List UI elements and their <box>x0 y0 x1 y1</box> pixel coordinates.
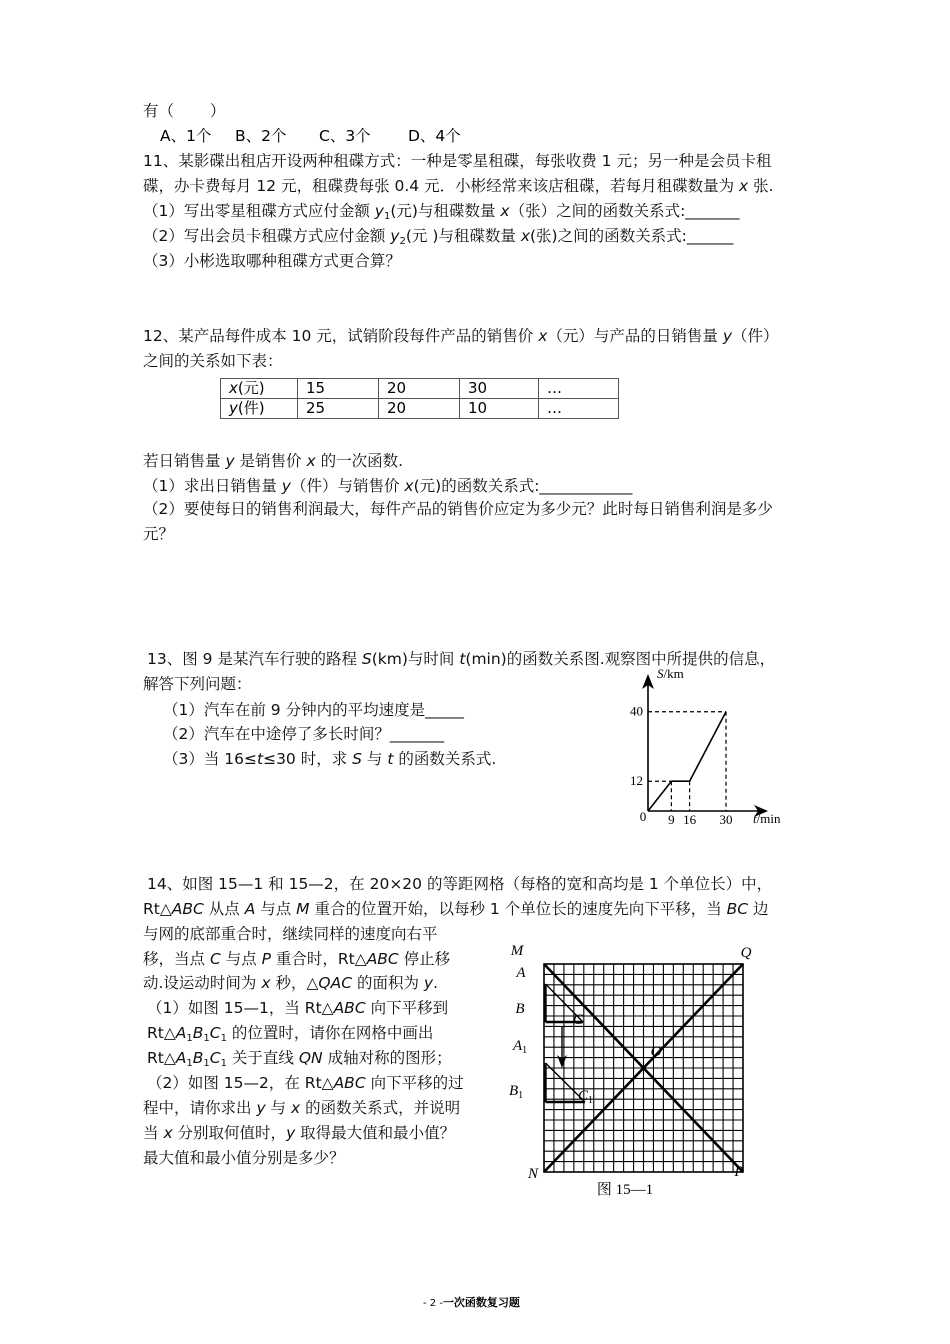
label-n: N <box>527 1166 539 1182</box>
label-m: M <box>510 943 524 959</box>
math-variable: t <box>459 650 466 668</box>
text-run: (件) <box>237 399 265 417</box>
q11-title-line <box>143 151 771 171</box>
table-cell: … <box>539 399 619 419</box>
q13-part-1 <box>163 700 464 720</box>
axis-variable: t <box>753 811 757 826</box>
text-run: 与 <box>362 750 388 768</box>
text-run: (元) <box>237 379 265 397</box>
series-segment <box>690 712 726 781</box>
subscript: 1 <box>186 1058 193 1069</box>
text-run: 当 <box>143 1124 164 1142</box>
math-variable: S <box>361 650 372 668</box>
subscript: 1 <box>203 1058 210 1069</box>
text-run: 分别取何值时， <box>172 1124 287 1142</box>
text-run: 移，当点 <box>143 950 210 968</box>
text-run: 秒，△ <box>270 974 319 992</box>
table-cell: 30 <box>460 379 539 399</box>
text-run: 从点 <box>203 900 245 918</box>
q10-text-line: 有（ ） <box>143 102 226 120</box>
text-run: (张)之间的函数关系式:______ <box>530 227 734 245</box>
text-run: （1）如图 15—1，当 Rt△ <box>147 999 334 1017</box>
text-run: （2）要使每日的销售利润最大，每件产品的销售价应定为多少元？此时每日销售利润是多少 <box>143 500 773 518</box>
text-run: （2）汽车在中途停了多长时间？_______ <box>163 725 445 743</box>
label-c1 <box>578 1088 593 1106</box>
math-variable: t <box>387 750 394 768</box>
text-run: . <box>433 974 439 992</box>
math-variable: x <box>404 477 414 495</box>
series-segment <box>648 781 671 811</box>
math-variable: C <box>209 950 221 968</box>
math-variable: y <box>281 477 291 495</box>
distance-time-graph <box>620 660 800 835</box>
q12-price-sales-table <box>220 378 619 419</box>
q14-part-2-cont <box>143 1148 345 1168</box>
q14-title-line <box>147 874 772 894</box>
table-cell: … <box>539 379 619 399</box>
label-a1 <box>512 1038 527 1056</box>
x-tick-label: 16 <box>683 812 697 827</box>
text-run: 与点 <box>255 900 297 918</box>
table-cell: 20 <box>379 379 460 399</box>
text-run: 的面积为 <box>352 974 424 992</box>
label-p: P <box>734 1164 744 1180</box>
math-variable: S <box>352 750 362 768</box>
math-variable: ABC <box>366 950 399 968</box>
subscript: 2 <box>399 236 406 247</box>
q10-option-c: C、3个 <box>319 127 371 145</box>
math-variable: x <box>520 227 530 245</box>
q14-text-line <box>143 973 438 993</box>
text-run: (min)的函数关系图.观察图中所提供的信息， <box>465 650 776 668</box>
q14-part-2-cont <box>143 1098 460 1118</box>
math-variable: x <box>500 202 510 220</box>
page-footer <box>423 1291 520 1310</box>
q14-part-2 <box>147 1073 464 1093</box>
math-variable: x <box>306 452 316 470</box>
label-b1-sub: 1 <box>518 1090 524 1101</box>
math-variable: x <box>229 379 238 397</box>
text-run: （张）之间的函数关系式:_______ <box>509 202 740 220</box>
math-variable: x <box>290 1099 301 1117</box>
subscript: 1 <box>186 1033 193 1044</box>
math-variable: B <box>192 1049 204 1067</box>
text-run: 解答下列问题： <box>143 675 252 693</box>
q12-text-line <box>143 351 283 371</box>
math-variable: C <box>209 1024 221 1042</box>
text-run: 14、如图 15—1 和 15—2，在 20×20 的等距网格（每格的宽和高均是 1 个单位长）中， <box>147 875 773 893</box>
q12-part-2 <box>143 499 773 519</box>
text-run: （1）汽车在前 9 分钟内的平均速度是_____ <box>163 701 464 719</box>
text-run: （元）与产品的日销售量 <box>547 327 723 345</box>
q14-text-line <box>143 924 438 944</box>
text-run: （2）写出会员卡租碟方式应付金额 <box>143 227 391 245</box>
label-b1 <box>509 1083 523 1101</box>
table-cell: 15 <box>298 379 379 399</box>
text-run: （件）与销售价 <box>290 477 405 495</box>
q10-option-a: A、1个 <box>160 127 212 145</box>
math-variable: A <box>175 1049 187 1067</box>
math-variable: y <box>225 452 235 470</box>
math-variable: QAC <box>318 974 353 992</box>
series-s <box>648 712 726 811</box>
q12-part-1 <box>143 476 632 496</box>
text-run: 之间的关系如下表： <box>143 352 283 370</box>
text-run: （1）求出日销售量 <box>143 477 282 495</box>
q11-part-1 <box>143 201 740 227</box>
text-run: 是销售价 <box>234 452 307 470</box>
q10-option-b: B、2个 <box>235 127 287 145</box>
label-c: C <box>572 1012 584 1028</box>
math-variable: x <box>261 974 271 992</box>
math-variable: P <box>261 950 271 968</box>
math-variable: C <box>209 1049 221 1067</box>
q12-title-line <box>143 326 779 346</box>
math-variable: y <box>256 1099 266 1117</box>
q11-part-3 <box>143 251 401 271</box>
math-variable: y <box>229 399 238 417</box>
text-run: （2）如图 15—2，在 Rt△ <box>147 1074 334 1092</box>
text-run: 程中，请你求出 <box>143 1099 257 1117</box>
math-variable: M <box>296 900 310 918</box>
subscript: 1 <box>203 1033 210 1044</box>
q14-text-line <box>143 899 769 919</box>
text-run: 最大值和最小值分别是多少？ <box>143 1149 345 1167</box>
text-run: 动.设运动时间为 <box>143 974 262 992</box>
q13-text-line <box>143 674 252 694</box>
math-variable: y <box>390 227 400 245</box>
y-tick-label: 40 <box>630 703 643 719</box>
axis-variable: S <box>657 666 664 681</box>
text-run: 与网的底部重合时，继续同样的速度向右平 <box>143 925 438 943</box>
figure-caption: 图 15—1 <box>596 1182 654 1198</box>
table-row-x <box>221 379 619 399</box>
x-tick-label: 9 <box>668 812 675 827</box>
label-q: Q <box>740 945 752 961</box>
text-run: 成轴对称的图形； <box>322 1049 452 1067</box>
math-variable: x <box>538 327 548 345</box>
label-c1-main: C <box>578 1088 589 1104</box>
math-variable: B <box>192 1024 204 1042</box>
table-row-y <box>221 399 619 419</box>
text-run: Rt△ <box>147 1024 176 1042</box>
label-b1-main: B <box>509 1083 519 1099</box>
subscript: 1 <box>383 211 391 222</box>
x-tick-label: 30 <box>719 812 733 827</box>
text-run: 边 <box>748 900 769 918</box>
math-variable: x <box>163 1124 173 1142</box>
y-tick-label: 12 <box>630 773 643 789</box>
q12-text-line <box>143 451 403 471</box>
math-variable: A <box>175 1024 187 1042</box>
text-run: (km)与时间 <box>371 650 460 668</box>
text-run: (元)的函数关系式:____________ <box>413 477 633 495</box>
label-a: A <box>516 965 526 981</box>
math-variable: y <box>286 1124 296 1142</box>
text-run: 关于直线 <box>226 1049 299 1067</box>
text-run: 12、某产品每件成本 10 元，试销阶段每件产品的销售价 <box>143 327 539 345</box>
q14-part-1 <box>147 998 448 1018</box>
grid-figure-15-1 <box>500 935 790 1205</box>
text-run: （1）写出零星租碟方式应付金额 <box>143 202 375 220</box>
label-a1-sub: 1 <box>522 1045 528 1056</box>
q13-part-2 <box>163 724 444 744</box>
axis-unit: /min <box>756 811 781 826</box>
text-run: 的位置时，请你在网格中画出 <box>226 1024 434 1042</box>
text-run: 重合时，Rt△ <box>270 950 367 968</box>
text-run: 停止移 <box>398 950 451 968</box>
table-cell: 10 <box>460 399 539 419</box>
table-row-header <box>221 399 298 419</box>
subscript: 1 <box>220 1058 227 1069</box>
q14-part-1-cont <box>147 1023 433 1049</box>
math-variable: y <box>374 202 384 220</box>
text-run: 向下平移到 <box>365 999 449 1017</box>
math-variable: ABC <box>333 999 366 1017</box>
text-run: 取得最大值和最小值？ <box>295 1124 456 1142</box>
math-variable: QN <box>298 1049 323 1067</box>
text-run: (元 )与租碟数量 <box>405 227 521 245</box>
text-run: 13、图 9 是某汽车行驶的路程 <box>147 650 362 668</box>
text-run: ≤30 时，求 <box>263 750 353 768</box>
label-a1-main: A <box>513 1038 523 1054</box>
math-variable: A <box>244 900 256 918</box>
q14-part-2-cont <box>143 1123 455 1143</box>
subscript: 1 <box>220 1033 227 1044</box>
math-variable: BC <box>726 900 749 918</box>
text-run: 的函数关系式. <box>393 750 497 768</box>
text-run: 向下平移的过 <box>365 1074 464 1092</box>
table-cell: 25 <box>298 399 379 419</box>
math-variable: ABC <box>171 900 204 918</box>
text-run: Rt△ <box>143 900 172 918</box>
q14-text-line <box>143 949 450 969</box>
label-o: O <box>650 1044 662 1060</box>
q11-text-line <box>143 176 774 196</box>
math-variable: ABC <box>333 1074 366 1092</box>
text-run: 若日销售量 <box>143 452 226 470</box>
text-run: Rt△ <box>147 1049 176 1067</box>
text-run: （3）当 16≤ <box>163 750 257 768</box>
text-run: 11、某影碟出租店开设两种租碟方式：一种是零星租碟，每张收费 1 元；另一种是会员卡租 <box>143 152 772 170</box>
math-variable: y <box>722 327 733 345</box>
q13-part-3 <box>163 749 496 769</box>
axis-unit: /km <box>663 666 684 681</box>
page-number: - 2 - <box>423 1298 443 1309</box>
q12-part-2-cont <box>143 524 174 544</box>
text-run: 张. <box>748 177 774 195</box>
text-run: 与 <box>265 1099 291 1117</box>
text-run: 的函数关系式，并说明 <box>300 1099 461 1117</box>
text-run: （3）小彬选取哪种租碟方式更合算？ <box>143 252 401 270</box>
label-b: B <box>515 1001 525 1017</box>
q14-part-1-cont <box>147 1048 452 1074</box>
math-variable: y <box>423 974 434 992</box>
table-cell: 20 <box>379 399 460 419</box>
q11-part-2 <box>143 226 733 252</box>
math-variable: x <box>739 177 749 195</box>
y-axis-label <box>657 666 684 681</box>
q10-option-d: D、4个 <box>408 127 461 145</box>
table-row-header <box>221 379 298 399</box>
document-title: 一次函数复习题 <box>442 1296 520 1309</box>
text-run: 的一次函数. <box>315 452 404 470</box>
origin-label: 0 <box>639 809 647 824</box>
label-c1-sub: 1 <box>588 1095 594 1106</box>
text-run: 碟，办卡费每月 12 元，租碟费每张 0.4 元．小彬经常来该店租碟，若每月租碟数量为 <box>143 177 740 195</box>
x-axis-label <box>753 811 781 826</box>
text-run: 与点 <box>220 950 262 968</box>
text-run: 元？ <box>143 525 175 543</box>
math-variable: t <box>257 750 264 768</box>
text-run: (元)与租碟数量 <box>390 202 501 220</box>
text-run: （件） <box>732 327 779 345</box>
text-run: 重合的位置开始，以每秒 1 个单位长的速度先向下平移，当 <box>309 900 727 918</box>
